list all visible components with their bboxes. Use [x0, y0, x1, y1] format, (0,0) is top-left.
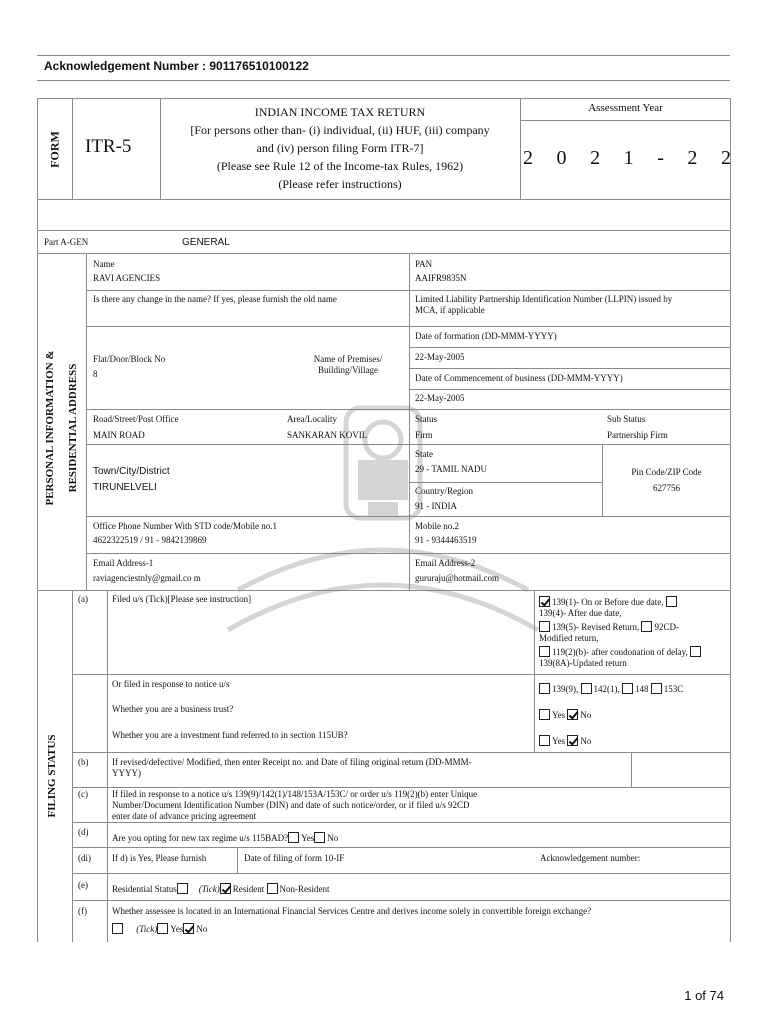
part-code: Part A-GEN	[44, 237, 89, 247]
non-resident-checkbox[interactable]	[267, 883, 278, 894]
filed-under-options: 139(1)- On or Before due date, 139(4)- After due date, 139(5)- Revised Return, 92CD- Modified return, 119(2)(b)- after condonation of delay, 139(8A)-Updated return	[539, 596, 729, 669]
ifsc-checkbox[interactable]	[112, 923, 123, 934]
row-a-code: (a)	[78, 594, 88, 604]
state-value: 29 - TAMIL NADU	[415, 464, 488, 474]
name-value: RAVI AGENCIES	[93, 273, 161, 283]
pin-value: 627756	[653, 483, 680, 493]
revised-return-label: If revised/defective/ Modified, then enter Receipt no. and Date of filing original return (DD-MMM- YYYY)	[112, 757, 472, 778]
new-regime-no-checkbox[interactable]	[314, 832, 325, 843]
formation-date-value: 22-May-2005	[415, 352, 465, 362]
form-code: ITR-5	[85, 136, 132, 157]
investment-fund-yes-checkbox[interactable]	[539, 735, 550, 746]
town-value: TIRUNELVELI	[93, 482, 157, 493]
form-10if-label: If d) is Yes, Please furnish	[112, 853, 207, 863]
email1-value: raviagenciestnly@gmail.co m	[93, 573, 201, 583]
area-value: SANKARAN KOVIL	[287, 430, 368, 440]
mobile2-value: 91 - 9344463519	[415, 535, 477, 545]
personal-info-label: PERSONAL INFORMATION &	[44, 350, 56, 506]
email2-value: gururaju@hotmail.com	[415, 573, 500, 583]
checkbox-139-9[interactable]	[539, 683, 550, 694]
notice-din-label: If filed in response to a notice u/s 139(9)/142(1)/148/153A/153C/ or order u/s 119(2)(b) enter Unique Number/Document Identification Number (DIN) and date of such notice/order, or if filed u/s 92CD enter date of advance pricing agreement	[112, 789, 478, 821]
business-trust-yes-checkbox[interactable]	[539, 709, 550, 720]
road-value: MAIN ROAD	[93, 430, 145, 440]
flat-value: 8	[93, 369, 98, 379]
notice-options: 139(9), 142(1), 148 153C	[539, 683, 683, 695]
pin-label: Pin Code/ZIP Code	[631, 467, 702, 477]
checkbox-142-1[interactable]	[581, 683, 592, 694]
assessment-year: 2 0 2 1 - 2 2	[523, 147, 731, 169]
residential-address-label: RESIDENTIAL ADDRESS	[67, 363, 79, 493]
name-label: Name	[93, 259, 115, 269]
row-f-code: (f)	[78, 906, 87, 916]
road-label: Road/Street/Post Office	[93, 414, 179, 424]
investment-fund-no-checkbox[interactable]	[567, 735, 578, 746]
commencement-date-label: Date of Commencement of business (DD-MMM-YYYY)	[415, 373, 623, 383]
status-label: Status	[415, 414, 438, 424]
business-trust-no-checkbox[interactable]	[567, 709, 578, 720]
sub-status-value: Partnership Firm	[607, 430, 668, 440]
residential-status-row: Residential Status (Tick) Resident Non-Resident	[112, 884, 330, 894]
checkbox-139-8a[interactable]	[690, 646, 701, 657]
ifsc-yes-checkbox[interactable]	[157, 923, 168, 934]
investment-fund-label: Whether you are a investment fund referred to in section 115UB?	[112, 730, 348, 740]
pan-label: PAN	[415, 259, 433, 269]
filing-status-label: FILING STATUS	[46, 734, 58, 818]
country-value: 91 - INDIA	[415, 501, 457, 511]
phone-label: Office Phone Number With STD code/Mobile no.1	[93, 521, 278, 531]
mobile2-label: Mobile no.2	[415, 521, 459, 531]
status-value: Firm	[415, 430, 433, 440]
checkbox-148[interactable]	[622, 683, 633, 694]
part-title: GENERAL	[182, 237, 230, 248]
checkbox-92cd[interactable]	[641, 621, 652, 632]
residential-status-checkbox[interactable]	[177, 883, 188, 894]
checkbox-119-2-b[interactable]	[539, 646, 550, 657]
acknowledgement-number: Acknowledgement Number : 901176510100122	[44, 59, 309, 73]
income-tax-department-watermark	[218, 390, 548, 680]
new-tax-regime-row: Are you opting for new tax regime u/s 115BAD? Yes No	[112, 833, 339, 843]
filed-under-label: Filed u/s (Tick)[Please see instruction]	[112, 594, 252, 604]
town-label: Town/City/District	[93, 466, 170, 477]
form-10if-ack-label: Acknowledgement number:	[540, 853, 641, 863]
checkbox-139-1[interactable]	[539, 596, 550, 607]
email1-label: Email Address-1	[93, 558, 154, 568]
checkbox-139-5[interactable]	[539, 621, 550, 632]
form-10if-date-label: Date of filing of form 10-IF	[244, 853, 345, 863]
business-trust-options: Yes No	[539, 709, 591, 721]
page-number: 1 of 74	[684, 988, 724, 1003]
name-change-label: Is there any change in the name? If yes, please furnish the old name	[93, 294, 337, 304]
ifsc-no-checkbox[interactable]	[183, 923, 194, 934]
state-label: State	[415, 449, 433, 459]
llpin-label: Limited Liability Partnership Identification Number (LLPIN) issued by MCA, if applicable	[415, 294, 673, 315]
notice-label: Or filed in response to notice u/s	[112, 679, 230, 689]
row-di-code: (di)	[78, 853, 91, 863]
checkbox-153c[interactable]	[651, 683, 662, 694]
investment-fund-options: Yes No	[539, 735, 591, 747]
business-trust-label: Whether you are a business trust?	[112, 704, 234, 714]
sub-status-label: Sub Status	[607, 414, 646, 424]
form-label: FORM	[47, 131, 62, 168]
commencement-date-value: 22-May-2005	[415, 393, 465, 403]
checkbox-139-4[interactable]	[666, 596, 677, 607]
pan-value: AAIFR9835N	[415, 273, 467, 283]
ifsc-question: Whether assessee is located in an International Financial Services Centre and derives income solely in convertible foreign exchange?	[112, 906, 592, 916]
row-c-code: (c)	[78, 789, 88, 799]
premises-label: Name of Premises/ Building/Village	[313, 354, 383, 375]
country-label: Country/Region	[415, 486, 473, 496]
formation-date-label: Date of formation (DD-MMM-YYYY)	[415, 331, 557, 341]
return-title: INDIAN INCOME TAX RETURN [For persons other than- (i) individual, (ii) HUF, (iii) company and (iv) person filing Form ITR-7] (Please see Rule 12 of the Income-tax Rules, 1962) (Please refer instructions)	[190, 105, 490, 191]
area-label: Area/Locality	[287, 414, 337, 424]
resident-checkbox[interactable]	[220, 883, 231, 894]
row-d-code: (d)	[78, 827, 89, 837]
new-regime-yes-checkbox[interactable]	[288, 832, 299, 843]
row-e-code: (e)	[78, 880, 88, 890]
flat-label: Flat/Door/Block No	[93, 354, 166, 364]
row-b-code: (b)	[78, 757, 89, 767]
email2-label: Email Address-2	[415, 558, 476, 568]
ifsc-options: (Tick) Yes No	[112, 923, 207, 935]
assessment-year-label: Assessment Year	[588, 102, 663, 114]
phone-value: 4622322519 / 91 - 9842139869	[93, 535, 207, 545]
